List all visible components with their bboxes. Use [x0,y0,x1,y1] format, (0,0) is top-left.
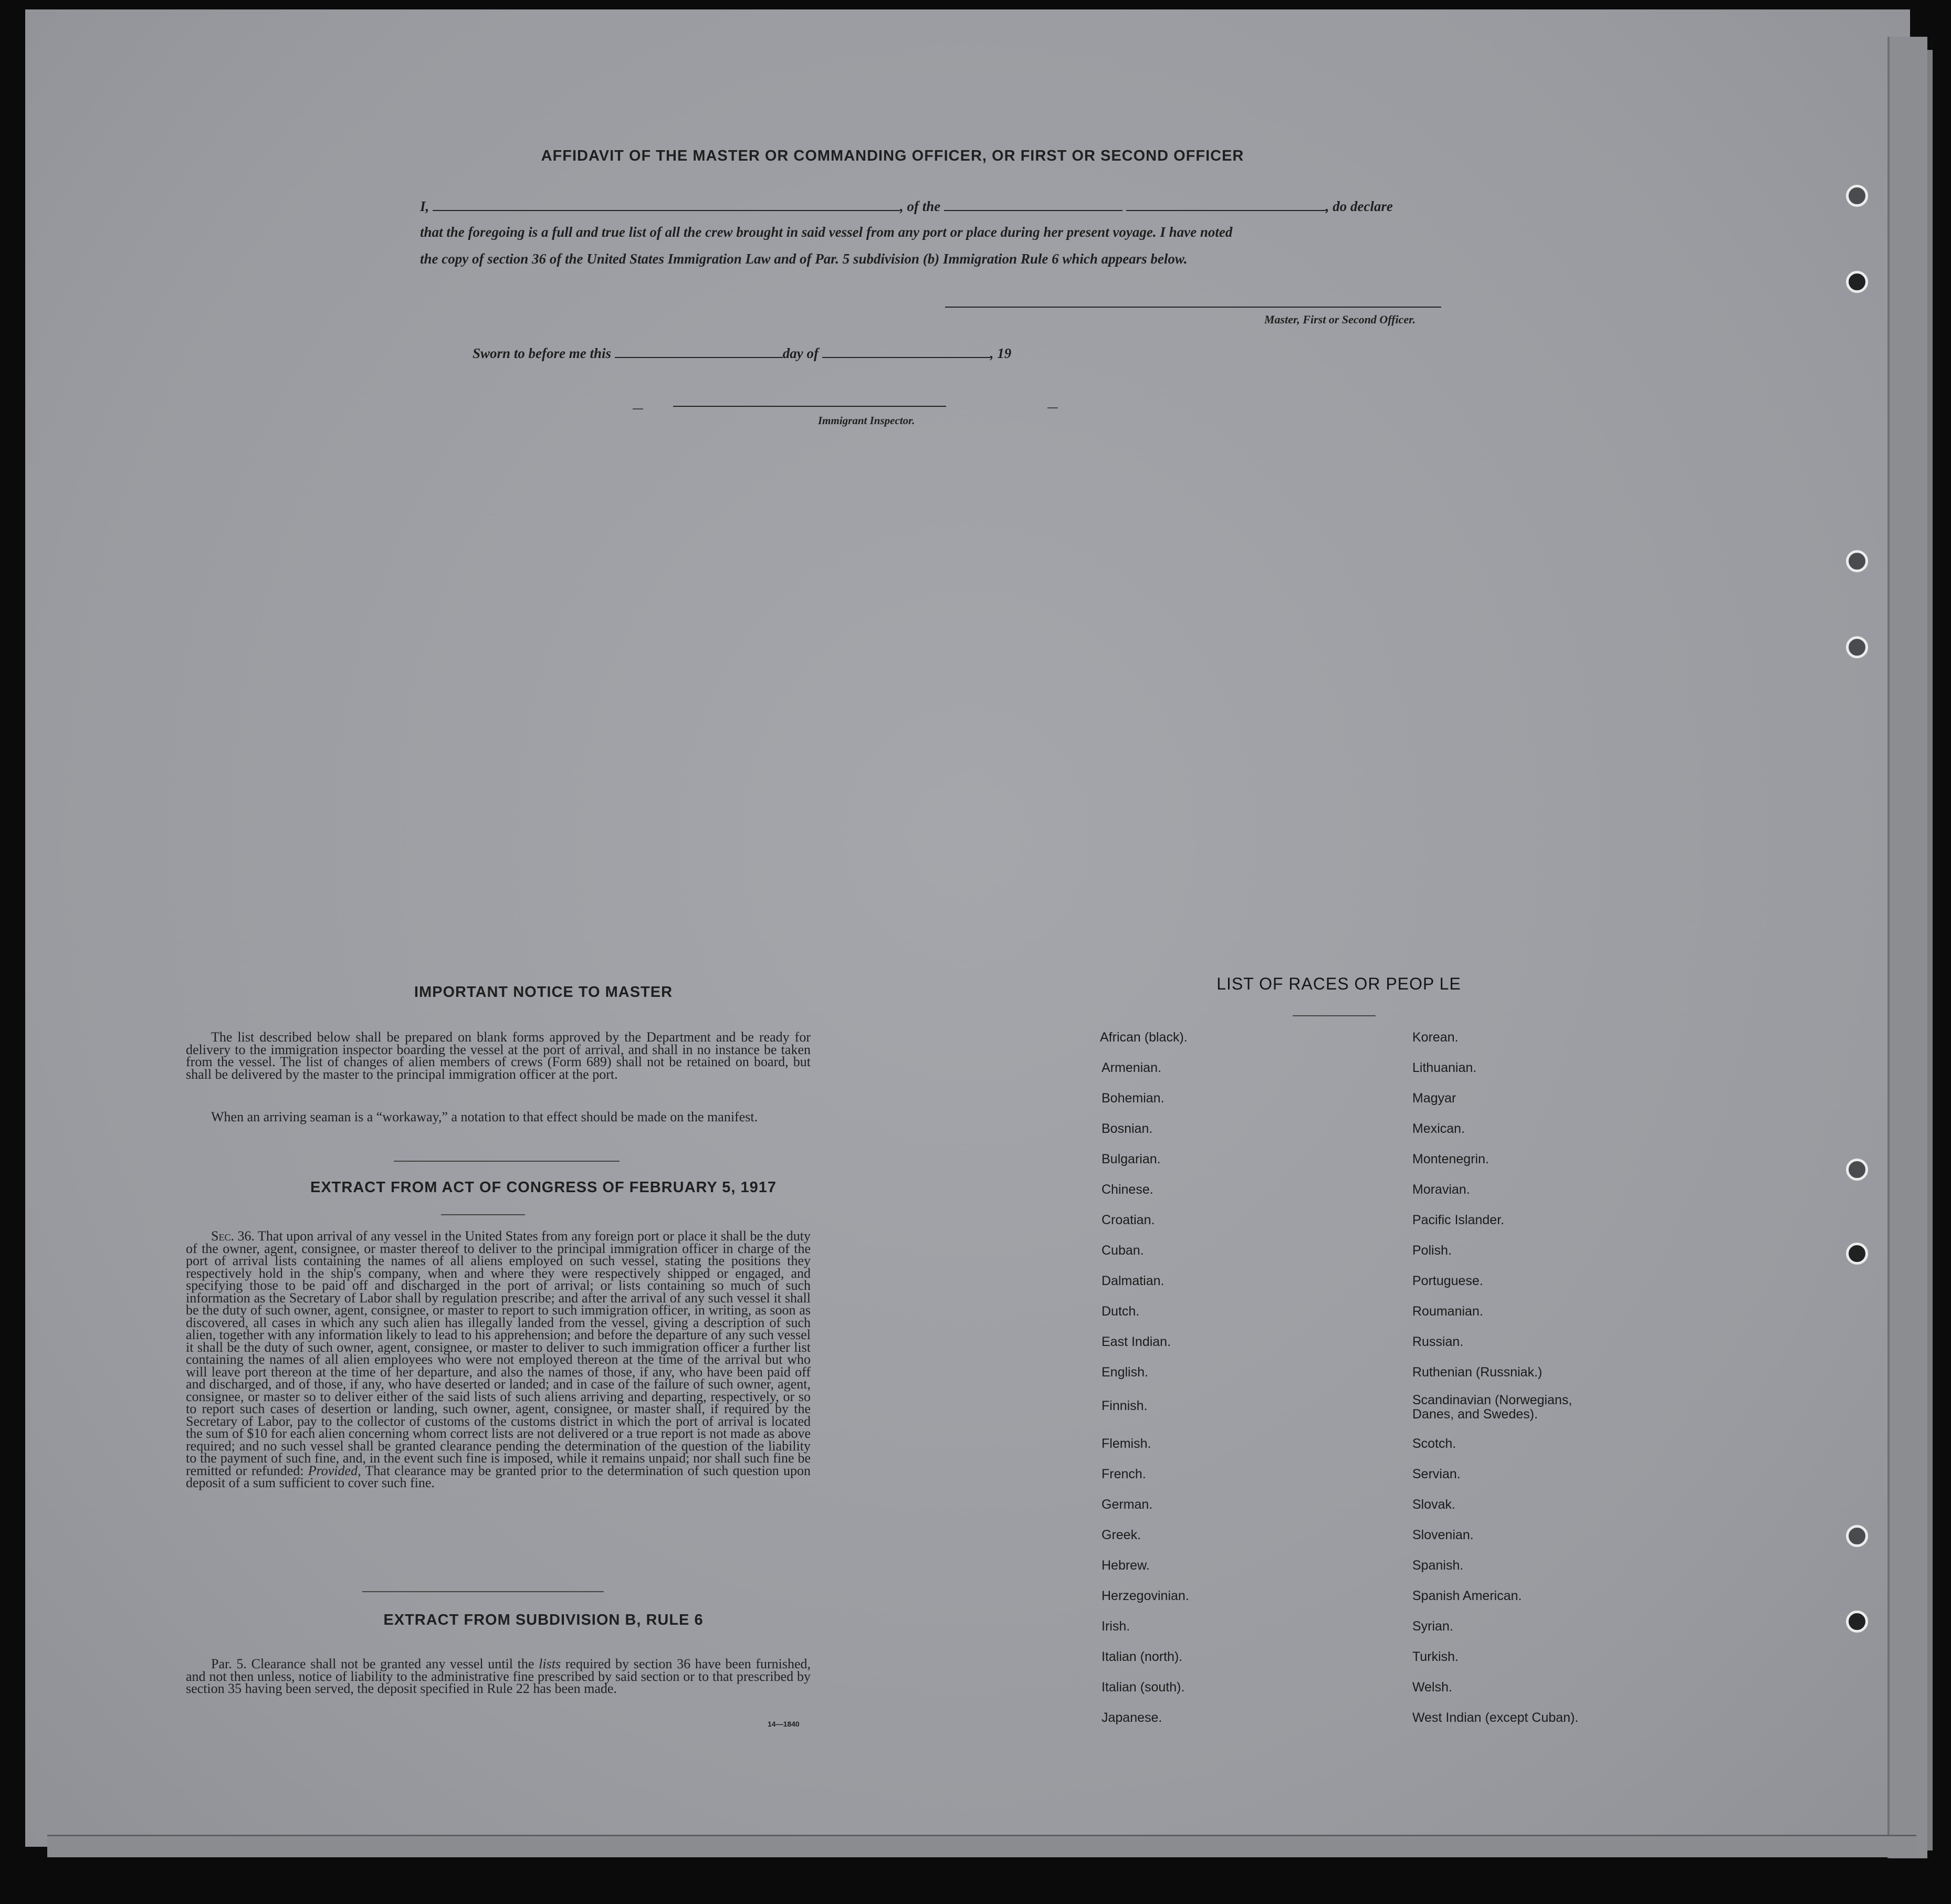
punch-hole [1846,550,1868,572]
punch-hole [1846,271,1868,293]
affidavit-title: AFFIDAVIT OF THE MASTER OR COMMANDING OFFICER, OR FIRST OR SECOND OFFICER [541,148,1244,164]
vessel-name-blank[interactable] [1126,198,1326,211]
notice-paragraph-1: The list described below shall be prepared on blank forms approved by the Department and be ready for delivery to the immigration inspector boarding the vessel at the port of arrival, and shall in no instance be taken from the vessel. The list of changes of alien members of crews (Form 689) shall not be retained on board, but shall be delivered by the master to the principal immigration officer at the port. [186,1029,811,1082]
form-number: 14—1840 [768,1720,800,1728]
race-item: German. [1102,1497,1153,1512]
section-label: Sec. 36. [211,1228,255,1244]
section-36-text-end: That clearance may be granted prior to the determination of such question upon deposit of a sum sufficient to cover such fine. [186,1463,811,1490]
race-item: Italian (south). [1102,1680,1185,1695]
lists-word: lists [539,1656,561,1671]
affidavit-declaration-line [420,198,1393,215]
race-item: Roumanian. [1412,1304,1483,1319]
master-signature-line[interactable] [945,307,1441,308]
race-item: Montenegrin. [1412,1152,1489,1166]
act-extract-body [186,1230,811,1489]
punch-hole [1846,636,1868,658]
race-item: Flemish. [1102,1436,1151,1451]
race-item: Greek. [1102,1528,1141,1542]
punch-hole [1846,1525,1868,1547]
punch-hole [1846,1611,1868,1633]
inspector-signature-caption: Immigrant Inspector. [818,414,915,427]
race-item: Scandinavian (Norwegians, Danes, and Swedes). [1412,1393,1572,1422]
affidavit-declare-label: , do declare [1325,198,1393,214]
inspector-signature-line[interactable] [673,406,946,407]
race-item: Hebrew. [1102,1558,1150,1573]
race-item: Cuban. [1102,1243,1144,1258]
act-extract-title: EXTRACT FROM ACT OF CONGRESS OF FEBRUARY 5, 1917 [310,1179,777,1196]
race-item: Moravian. [1412,1182,1470,1197]
underlying-page-edge [1887,37,1927,1858]
section-divider [441,1214,525,1215]
notice-paragraph-2: When an arriving seaman is a “workaway,” a notation to that effect should be made on the manifest. [211,1109,758,1124]
race-item: Chinese. [1102,1182,1153,1197]
affidavit-text-line-2: that the foregoing is a full and true list of all the crew brought in said vessel from any port or place during her present voyage. I have noted [420,224,1233,240]
race-item: Finnish. [1102,1398,1148,1413]
race-item: Turkish. [1412,1649,1459,1664]
punch-hole [1846,185,1868,207]
sworn-month-blank[interactable] [822,345,990,358]
race-item: Ruthenian (Russniak.) [1412,1365,1543,1380]
race-item: Scotch. [1412,1436,1456,1451]
race-item: Magyar [1412,1091,1456,1106]
race-item: Slovak. [1412,1497,1455,1512]
provided-label: Provided, [308,1463,361,1478]
race-item: Spanish. [1412,1558,1464,1573]
dash-mark [1047,407,1058,408]
race-item: Dutch. [1102,1304,1140,1319]
race-item: Mexican. [1412,1121,1465,1136]
par5-text-end: required by section 36 have been furnished, and not then unless, notice of liability to the administrative fine prescribed by said section or to that prescribed by section 35 having been served, the deposit specified in Rule 22 has been made. [186,1656,811,1696]
race-item: East Indian. [1102,1334,1171,1349]
sworn-label: Sworn to before me this [473,345,612,361]
race-item: Lithuanian. [1412,1060,1477,1075]
rule-extract-title: EXTRACT FROM SUBDIVISION B, RULE 6 [383,1612,704,1628]
race-item: Bosnian. [1102,1121,1153,1136]
master-name-blank[interactable] [433,198,900,211]
vessel-type-blank[interactable] [944,198,1123,211]
par5-text: Par. 5. Clearance shall not be granted any vessel until the [211,1656,534,1671]
punch-hole [1846,1159,1868,1181]
manifest-sheet [25,9,1910,1847]
section-36-text: That upon arrival of any vessel in the United States from any foreign port or place it shall be the duty of the owner, agent, consignee, or master thereof to deliver to the principal immigration officer in charge of the port of arrival lists containing the names of all aliens employed on such vessel, stating the positions they respectively hold in the ship's company, when and where they were respectively shipped or engaged, and specifying those to be paid off and discharged in the port of arrival; or lists containing so much of such information as the Secretary of Labor shall by regulation prescribe; and after the arrival of any such vessel it shall be the duty of such owner, agent, consignee, or master to report to such immigration officer, in writing, as soon as discovered, all cases in which any such alien has illegally landed from the vessel, giving a description of such alien, together with any information likely to lead to his apprehension; and before the departure of any such vessel it shall be the duty of such owner, agent, consignee, or master to deliver to such immigration officer a further list containing the names of all alien employees who were not employed thereon at the time of the arrival but who will leave port thereon at the time of her departure, and also the names of those, if any, who have been paid off and discharged, and of those, if any, who have deserted or landed; and in case of the failure of such owner, agent, consignee, or master so to deliver either of the said lists of such aliens arriving and departing, respectively, or so to report such cases of desertion or landing, such owner, agent, consignee, or master shall, if required by the Secretary of Labor, pay to the collector of customs of the customs district in which the port of arrival is located the sum of $10 for each alien concerning whom correct lists are not delivered or a true report is not made as above required; and no such vessel shall be granted clearance pending the determination of the question of the liability to the payment of such fine, and, in the event such fine is imposed, while it remains unpaid; nor shall such fine be remitted or refunded: [186,1228,811,1478]
affidavit-text-line-3: the copy of section 36 of the United States Immigration Law and of Par. 5 subdivision (b) Immigration Rule 6 which appears below. [420,251,1188,267]
bottom-page-edge [47,1835,1916,1857]
sworn-line [473,345,1011,362]
rule-extract-body [186,1658,811,1695]
punch-hole [1846,1243,1868,1265]
race-item: African (black). [1100,1030,1188,1045]
dash-mark [633,408,643,409]
affidavit-i-label: I, [420,198,429,214]
section-divider [362,1591,604,1592]
race-item: Korean. [1412,1030,1459,1045]
race-item: Irish. [1102,1619,1130,1634]
race-item: Spanish American. [1412,1589,1522,1603]
section-divider [394,1161,620,1162]
master-signature-caption: Master, First or Second Officer. [1264,313,1416,326]
race-item: Syrian. [1412,1619,1453,1634]
race-item: West Indian (except Cuban). [1412,1710,1579,1725]
section-divider [1293,1015,1376,1016]
race-item: Italian (north). [1102,1649,1183,1664]
sworn-day-blank[interactable] [615,345,783,358]
race-item: Croatian. [1102,1213,1155,1227]
race-item: Polish. [1412,1243,1452,1258]
race-item: Armenian. [1102,1060,1161,1075]
race-item: English. [1102,1365,1148,1380]
race-item: Dalmatian. [1102,1274,1165,1288]
race-item: French. [1102,1467,1146,1481]
race-item: Japanese. [1102,1710,1162,1725]
race-item: Bohemian. [1102,1091,1165,1106]
race-item: Bulgarian. [1102,1152,1161,1166]
race-item: Servian. [1412,1467,1461,1481]
races-list-title: LIST OF RACES OR PEOP LE [1216,974,1461,993]
affidavit-of-the-label: , of the [900,198,941,214]
year-label: , 19 [990,345,1012,361]
race-item: Russian. [1412,1334,1464,1349]
race-item: Welsh. [1412,1680,1452,1695]
race-item: Herzegovinian. [1102,1589,1189,1603]
race-item: Pacific Islander. [1412,1213,1505,1227]
notice-title: IMPORTANT NOTICE TO MASTER [414,984,673,1001]
race-item: Portuguese. [1412,1274,1483,1288]
day-of-label: day of [782,345,819,361]
race-item: Slovenian. [1412,1528,1474,1542]
